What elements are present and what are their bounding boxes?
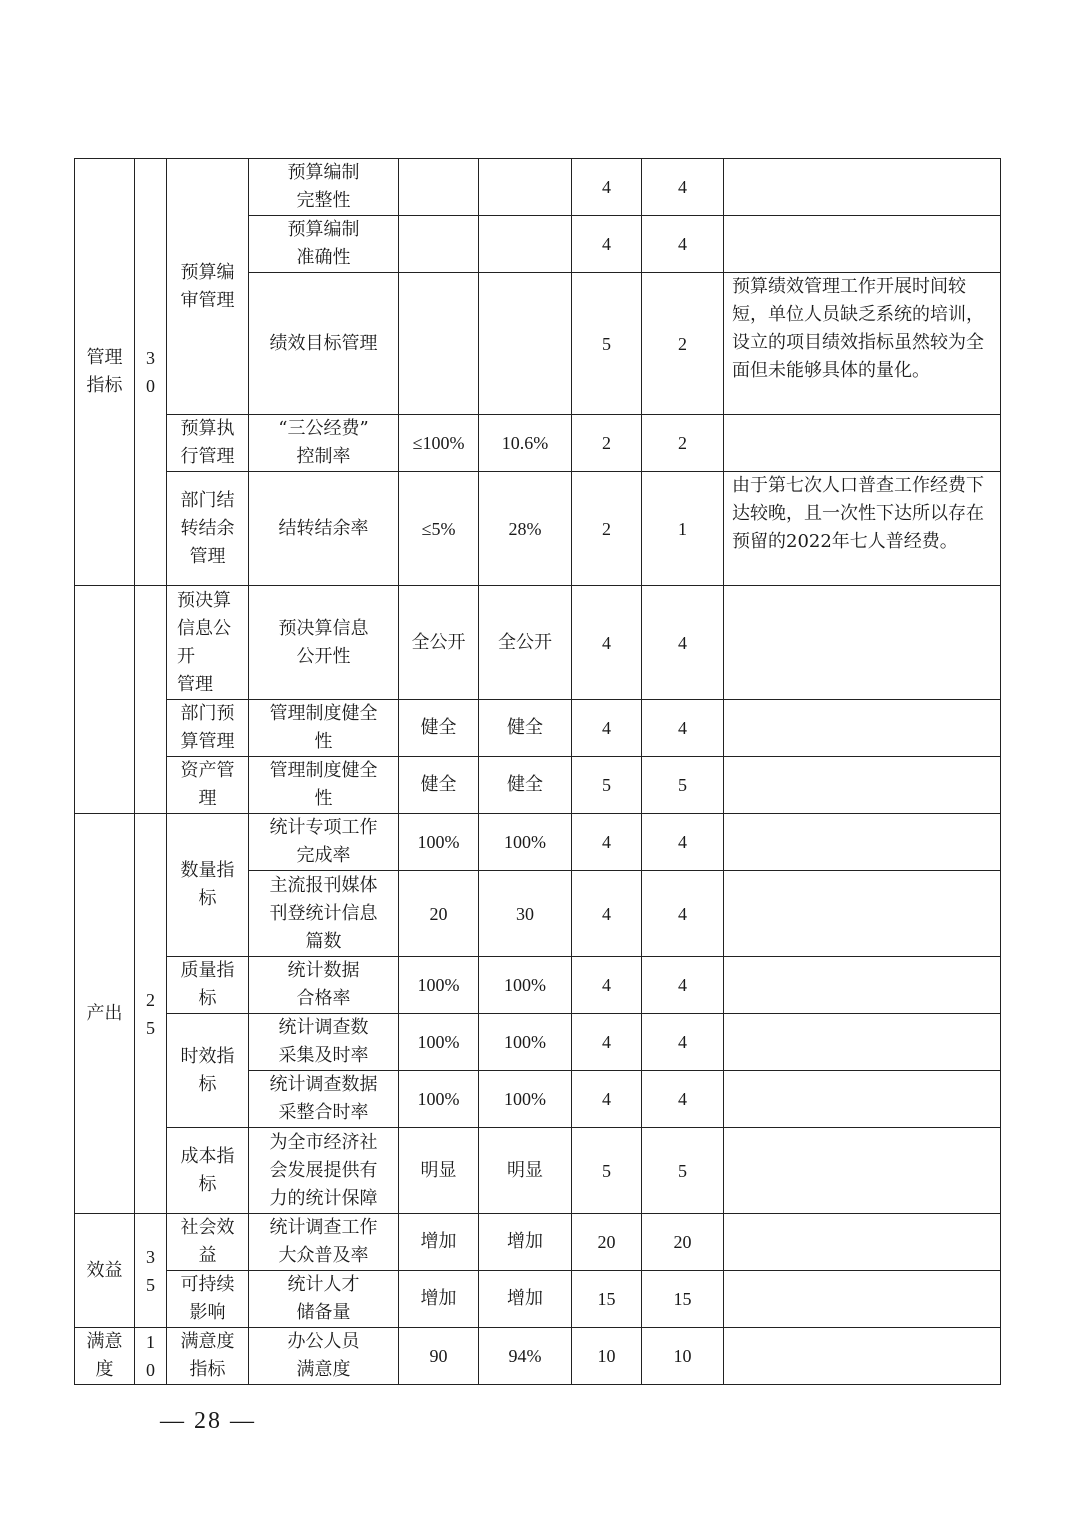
target-value: 健全 bbox=[399, 700, 479, 757]
level1-indicator: 满意 度 bbox=[75, 1328, 135, 1385]
score: 15 bbox=[642, 1271, 724, 1328]
weight-score: 4 bbox=[572, 700, 642, 757]
target-value: 100% bbox=[399, 1071, 479, 1128]
table-row bbox=[75, 159, 1001, 216]
actual-value: 28% bbox=[479, 472, 572, 586]
actual-value: 增加 bbox=[479, 1214, 572, 1271]
level2-indicator: 部门结 转结余 管理 bbox=[167, 472, 249, 586]
level3-indicator: 统计人才 储备量 bbox=[249, 1271, 399, 1328]
level3-indicator: 预算编制 完整性 bbox=[249, 159, 399, 216]
table-row bbox=[75, 957, 1001, 1014]
level3-indicator: 统计数据 合格率 bbox=[249, 957, 399, 1014]
table-row bbox=[75, 586, 1001, 700]
actual-value: 100% bbox=[479, 1071, 572, 1128]
level3-indicator: 结转结余率 bbox=[249, 472, 399, 586]
target-value: 健全 bbox=[399, 757, 479, 814]
level2-indicator: 满意度 指标 bbox=[167, 1328, 249, 1385]
deduction-reason bbox=[724, 700, 1001, 757]
weight-score: 10 bbox=[572, 1328, 642, 1385]
table-row bbox=[75, 700, 1001, 757]
target-value: 20 bbox=[399, 871, 479, 957]
actual-value: 100% bbox=[479, 814, 572, 871]
actual-value: 健全 bbox=[479, 700, 572, 757]
actual-value: 94% bbox=[479, 1328, 572, 1385]
actual-value: 全公开 bbox=[479, 586, 572, 700]
level3-indicator: 预算编制 准确性 bbox=[249, 216, 399, 273]
level2-indicator: 成本指 标 bbox=[167, 1128, 249, 1214]
level1-indicator: 管理 指标 bbox=[75, 159, 135, 586]
score: 2 bbox=[642, 415, 724, 472]
level1-weight bbox=[135, 586, 167, 814]
target-value: 90 bbox=[399, 1328, 479, 1385]
level1-indicator: 产出 bbox=[75, 814, 135, 1214]
level3-indicator: 统计调查工作 大众普及率 bbox=[249, 1214, 399, 1271]
score: 2 bbox=[642, 273, 724, 415]
level2-indicator: 时效指 标 bbox=[167, 1014, 249, 1128]
actual-value: 100% bbox=[479, 957, 572, 1014]
target-value bbox=[399, 273, 479, 415]
level1-weight: 2 5 bbox=[135, 814, 167, 1214]
table-row bbox=[75, 814, 1001, 871]
weight-score: 4 bbox=[572, 1014, 642, 1071]
table-row bbox=[75, 415, 1001, 472]
target-value: 增加 bbox=[399, 1214, 479, 1271]
deduction-reason bbox=[724, 1014, 1001, 1071]
score: 4 bbox=[642, 957, 724, 1014]
weight-score: 4 bbox=[572, 814, 642, 871]
score: 4 bbox=[642, 700, 724, 757]
table-row bbox=[75, 472, 1001, 586]
target-value bbox=[399, 159, 479, 216]
level3-indicator: 为全市经济社 会发展提供有 力的统计保障 bbox=[249, 1128, 399, 1214]
level2-indicator: 可持续 影响 bbox=[167, 1271, 249, 1328]
deduction-reason bbox=[724, 1214, 1001, 1271]
weight-score: 4 bbox=[572, 159, 642, 216]
actual-value: 30 bbox=[479, 871, 572, 957]
actual-value bbox=[479, 216, 572, 273]
deduction-reason bbox=[724, 871, 1001, 957]
deduction-reason bbox=[724, 814, 1001, 871]
actual-value bbox=[479, 273, 572, 415]
deduction-reason bbox=[724, 957, 1001, 1014]
target-value: 全公开 bbox=[399, 586, 479, 700]
deduction-reason bbox=[724, 1271, 1001, 1328]
deduction-reason: 由于第七次人口普查工作经费下达较晚，且一次性下达所以存在预留的2022年七人普经费。 bbox=[724, 472, 1001, 586]
level1-indicator: 效益 bbox=[75, 1214, 135, 1328]
deduction-reason bbox=[724, 1128, 1001, 1214]
weight-score: 2 bbox=[572, 415, 642, 472]
deduction-reason bbox=[724, 1071, 1001, 1128]
level2-indicator: 预算执 行管理 bbox=[167, 415, 249, 472]
level1-weight: 3 0 bbox=[135, 159, 167, 586]
level1-weight: 3 5 bbox=[135, 1214, 167, 1328]
target-value: ≤100% bbox=[399, 415, 479, 472]
level2-indicator: 社会效 益 bbox=[167, 1214, 249, 1271]
score: 1 bbox=[642, 472, 724, 586]
performance-table bbox=[74, 158, 1001, 1385]
level3-indicator: 主流报刊媒体 刊登统计信息 篇数 bbox=[249, 871, 399, 957]
weight-score: 4 bbox=[572, 871, 642, 957]
deduction-reason bbox=[724, 757, 1001, 814]
actual-value: 10.6% bbox=[479, 415, 572, 472]
weight-score: 5 bbox=[572, 757, 642, 814]
deduction-reason bbox=[724, 586, 1001, 700]
level3-indicator: 管理制度健全 性 bbox=[249, 700, 399, 757]
level2-indicator: 预决算 信息公 开 管理 bbox=[167, 586, 249, 700]
score: 4 bbox=[642, 1071, 724, 1128]
score: 4 bbox=[642, 216, 724, 273]
weight-score: 4 bbox=[572, 1071, 642, 1128]
actual-value bbox=[479, 159, 572, 216]
score: 10 bbox=[642, 1328, 724, 1385]
weight-score: 4 bbox=[572, 216, 642, 273]
weight-score: 5 bbox=[572, 273, 642, 415]
actual-value: 健全 bbox=[479, 757, 572, 814]
level2-indicator: 部门预 算管理 bbox=[167, 700, 249, 757]
level3-indicator: 统计调查数 采集及时率 bbox=[249, 1014, 399, 1071]
deduction-reason: 预算绩效管理工作开展时间较短，单位人员缺乏系统的培训，设立的项目绩效指标虽然较为全面但未能够具体的量化。 bbox=[724, 273, 1001, 415]
level2-indicator: 资产管 理 bbox=[167, 757, 249, 814]
level3-indicator: 统计调查数据 采整合时率 bbox=[249, 1071, 399, 1128]
score: 20 bbox=[642, 1214, 724, 1271]
deduction-reason bbox=[724, 415, 1001, 472]
level3-indicator: 管理制度健全 性 bbox=[249, 757, 399, 814]
weight-score: 15 bbox=[572, 1271, 642, 1328]
level3-indicator: 绩效目标管理 bbox=[249, 273, 399, 415]
target-value: 100% bbox=[399, 814, 479, 871]
score: 4 bbox=[642, 871, 724, 957]
table-row bbox=[75, 757, 1001, 814]
target-value: 增加 bbox=[399, 1271, 479, 1328]
level1-indicator bbox=[75, 586, 135, 814]
actual-value: 增加 bbox=[479, 1271, 572, 1328]
weight-score: 5 bbox=[572, 1128, 642, 1214]
level3-indicator: 办公人员 满意度 bbox=[249, 1328, 399, 1385]
level1-weight: 1 0 bbox=[135, 1328, 167, 1385]
table-row bbox=[75, 1271, 1001, 1328]
deduction-reason bbox=[724, 1328, 1001, 1385]
page-number: — 28 — bbox=[160, 1408, 256, 1434]
score: 5 bbox=[642, 757, 724, 814]
level2-indicator: 数量指 标 bbox=[167, 814, 249, 957]
score: 4 bbox=[642, 814, 724, 871]
weight-score: 4 bbox=[572, 586, 642, 700]
level3-indicator: 预决算信息 公开性 bbox=[249, 586, 399, 700]
level2-indicator: 预算编 审管理 bbox=[167, 159, 249, 415]
weight-score: 2 bbox=[572, 472, 642, 586]
deduction-reason bbox=[724, 159, 1001, 216]
table-row bbox=[75, 1328, 1001, 1385]
level3-indicator: “三公经费” 控制率 bbox=[249, 415, 399, 472]
target-value: ≤5% bbox=[399, 472, 479, 586]
target-value: 明显 bbox=[399, 1128, 479, 1214]
weight-score: 4 bbox=[572, 957, 642, 1014]
score: 4 bbox=[642, 586, 724, 700]
deduction-reason bbox=[724, 216, 1001, 273]
target-value: 100% bbox=[399, 1014, 479, 1071]
target-value: 100% bbox=[399, 957, 479, 1014]
weight-score: 20 bbox=[572, 1214, 642, 1271]
score: 5 bbox=[642, 1128, 724, 1214]
score: 4 bbox=[642, 159, 724, 216]
table-row bbox=[75, 1014, 1001, 1071]
table-row bbox=[75, 1214, 1001, 1271]
target-value bbox=[399, 216, 479, 273]
score: 4 bbox=[642, 1014, 724, 1071]
table-row bbox=[75, 1128, 1001, 1214]
actual-value: 100% bbox=[479, 1014, 572, 1071]
level2-indicator: 质量指 标 bbox=[167, 957, 249, 1014]
level3-indicator: 统计专项工作 完成率 bbox=[249, 814, 399, 871]
actual-value: 明显 bbox=[479, 1128, 572, 1214]
